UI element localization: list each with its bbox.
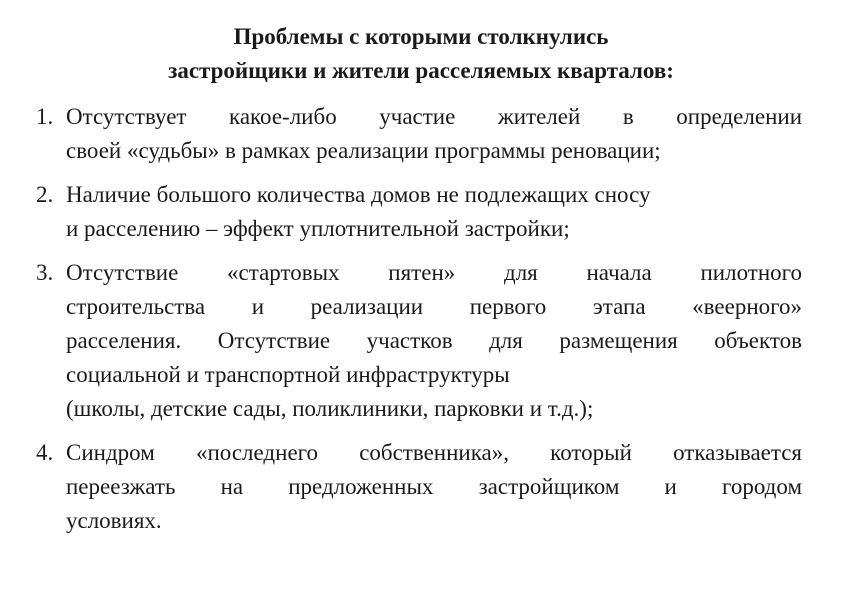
list-item-number: 2. [36, 182, 54, 207]
list-item-number: 4. [36, 440, 54, 465]
list-item-4 [36, 436, 802, 538]
list-item-line: (школы, детские сады, поликлиники, парковки и т.д.); [66, 396, 594, 421]
list-item-line: Отсутствует какое-либо участие жителей в определении [66, 104, 802, 129]
title-line-2: застройщики и жители расселяемых кварталов: [168, 58, 674, 83]
list-item-line: строительства и реализации первого этапа «веерного» [66, 294, 802, 319]
list-item-3 [36, 256, 802, 426]
problems-list [36, 100, 802, 548]
list-item-number: 1. [36, 104, 54, 129]
list-item-number: 3. [36, 260, 54, 285]
list-item-line: условиях. [66, 508, 162, 533]
page-title [60, 20, 782, 88]
list-item-1 [36, 100, 802, 168]
list-item-line: Синдром «последнего собственника», который отказывается [66, 440, 802, 465]
list-item-line: социальной и транспортной инфраструктуры [66, 362, 510, 387]
list-item-line: Наличие большого количества домов не подлежащих сносу [66, 182, 651, 207]
list-item-line: переезжать на предложенных застройщиком и городом [66, 474, 802, 499]
list-item-line: и расселению – эффект уплотнительной застройки; [66, 216, 570, 241]
list-item-line: расселения. Отсутствие участков для размещения объектов [66, 328, 802, 353]
list-item-line: своей «судьбы» в рамках реализации программы реновации; [66, 138, 661, 163]
title-line-1: Проблемы с которыми столкнулись [233, 24, 609, 49]
list-item-2 [36, 178, 802, 246]
list-item-line: Отсутствие «стартовых пятен» для начала пилотного [66, 260, 802, 285]
